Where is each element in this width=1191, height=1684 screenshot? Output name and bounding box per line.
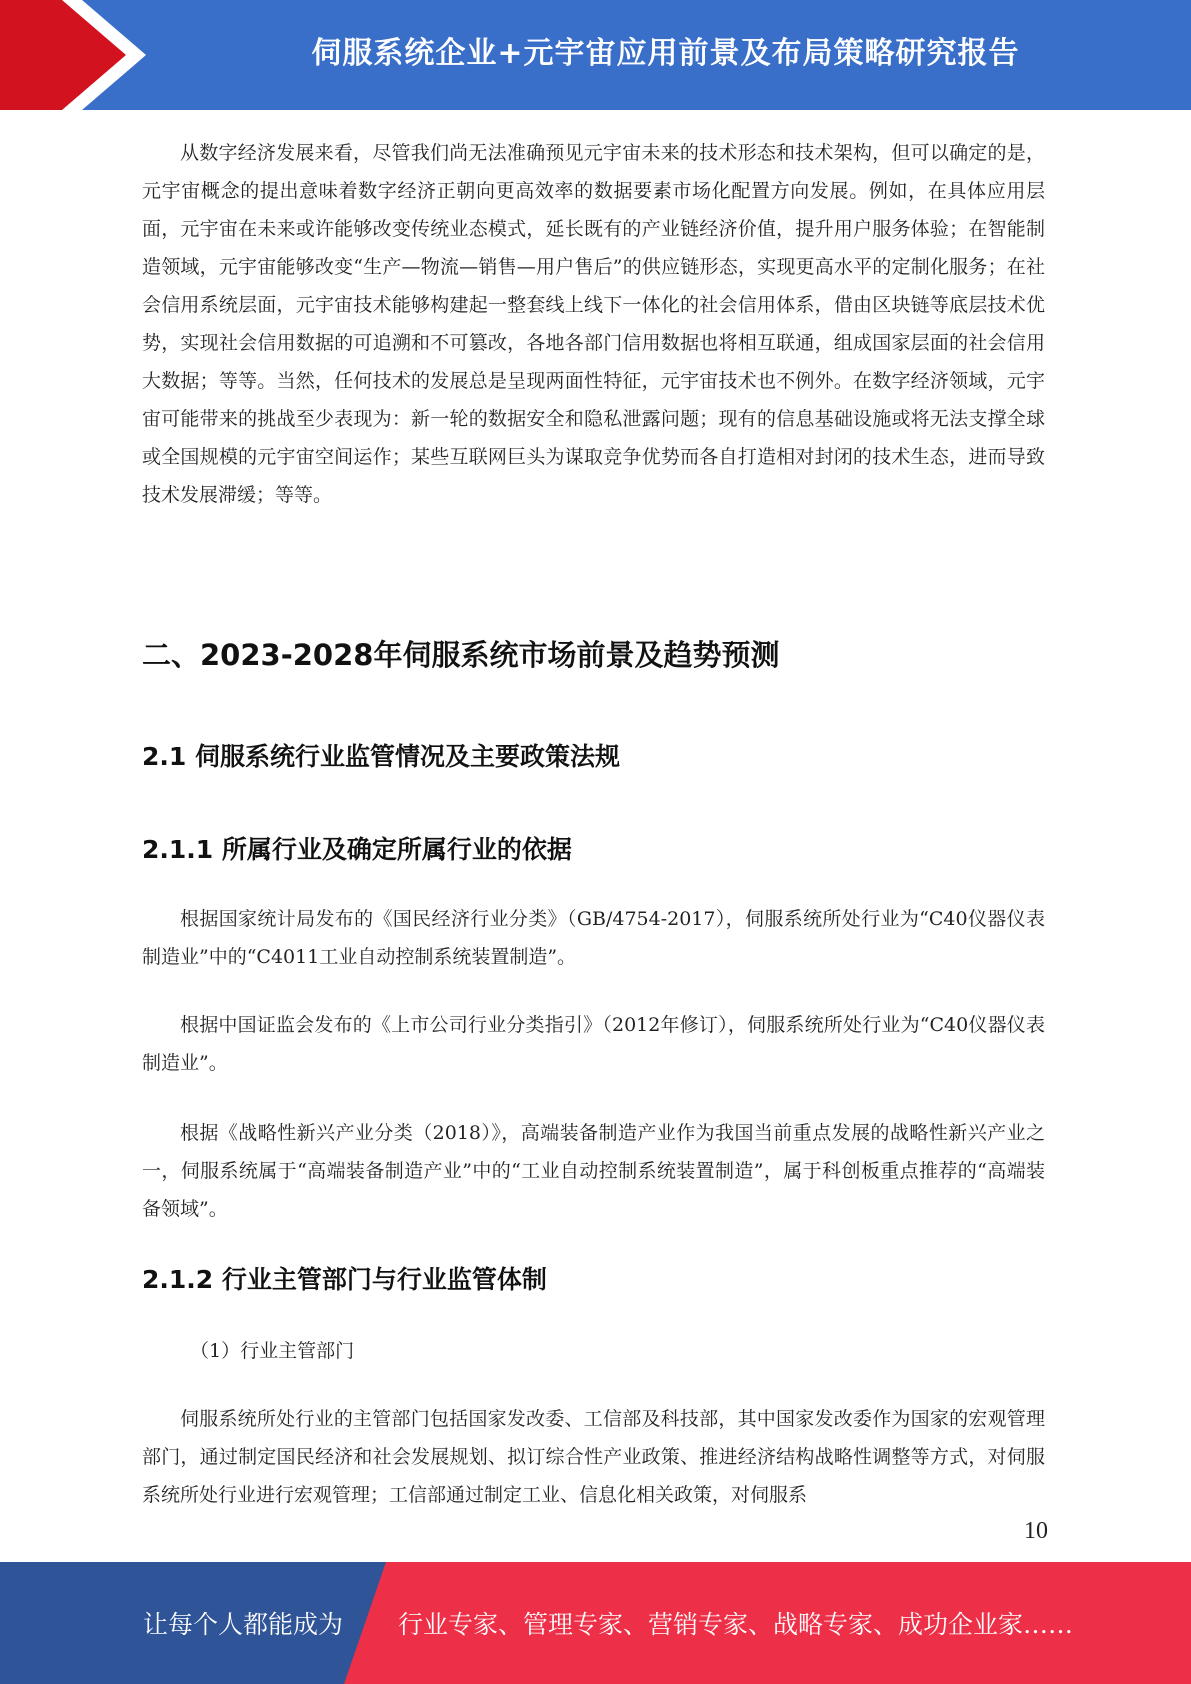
page-header <box>0 0 1191 110</box>
footer-slogan-left: 让每个人都能成为 <box>143 1610 344 1639</box>
list-label-competent-department: （1）行业主管部门 <box>190 1340 355 1362</box>
section-heading: 二、2023-2028年伺服系统市场前景及趋势预测 <box>142 638 780 672</box>
paragraph-csrc-classification: 根据中国证监会发布的《上市公司行业分类指引》（2012年修订），伺服系统所处行业为“C40仪器仪表制造业”。 <box>142 1014 1045 1074</box>
paragraph-industry-classification: 根据国家统计局发布的《国民经济行业分类》（GB/4754-2017），伺服系统所处行业为“C40仪器仪表制造业”中的“C4011工业自动控制系统装置制造”。 <box>142 908 1045 968</box>
subsection-heading-2-1: 2.1 伺服系统行业监管情况及主要政策法规 <box>142 742 620 771</box>
subsection-heading-2-1-1: 2.1.1 所属行业及确定所属行业的依据 <box>142 835 572 864</box>
paragraph-competent-department: 伺服系统所处行业的主管部门包括国家发改委、工信部及科技部，其中国家发改委作为国家的宏观管理部门，通过制定国民经济和社会发展规划、拟订综合性产业政策、推进经济结构战略性调整等方式，对伺服系统所处行业进行宏观管理；工信部通过制定工业、信息化相关政策，对伺服系 <box>142 1408 1045 1506</box>
paragraph-strategic-industry: 根据《战略性新兴产业分类（2018）》，高端装备制造产业作为我国当前重点发展的战略性新兴产业之一，伺服系统属于“高端装备制造产业”中的“工业自动控制系统装置制造”，属于科创板重点推荐的“高端装备领域”。 <box>142 1122 1045 1220</box>
subsection-heading-2-1-2: 2.1.2 行业主管部门与行业监管体制 <box>142 1265 547 1294</box>
header-arrow-decoration <box>0 0 160 110</box>
page-number: 10 <box>1024 1518 1048 1544</box>
report-title: 伺服系统企业+元宇宙应用前景及布局策略研究报告 <box>311 36 1020 71</box>
footer-slogan-right: 行业专家、管理专家、营销专家、战略专家、成功企业家…… <box>398 1610 1074 1639</box>
intro-paragraph: 从数字经济发展来看，尽管我们尚无法准确预见元宇宙未来的技术形态和技术架构，但可以确定的是，元宇宙概念的提出意味着数字经济正朝向更高效率的数据要素市场化配置方向发展。例如，在具体应用层面，元宇宙在未来或许能够改变传统业态模式，延长既有的产业链经济价值，提升用户服务体验；在智能制造领域，元宇宙能够改变“生产—物流—销售—用户售后”的供应链形态，实现更高水平的定制化服务；在社会信用系统层面，元宇宙技术能够构建起一整套线上线下一体化的社会信用体系，借由区块链等底层技术优势，实现社会信用数据的可追溯和不可篡改，各地各部门信用数据也将相互联通，组成国家层面的社会信用大数据；等等。当然，任何技术的发展总是呈现两面性特征，元宇宙技术也不例外。在数字经济领域，元宇宙可能带来的挑战至少表现为：新一轮的数据安全和隐私泄露问题；现有的信息基础设施或将无法支撑全球或全国规模的元宇宙空间运作；某些互联网巨头为谋取竞争优势而各自打造相对封闭的技术生态，进而导致技术发展滞缓；等等。 <box>142 142 1045 506</box>
page-footer <box>0 1562 1191 1684</box>
